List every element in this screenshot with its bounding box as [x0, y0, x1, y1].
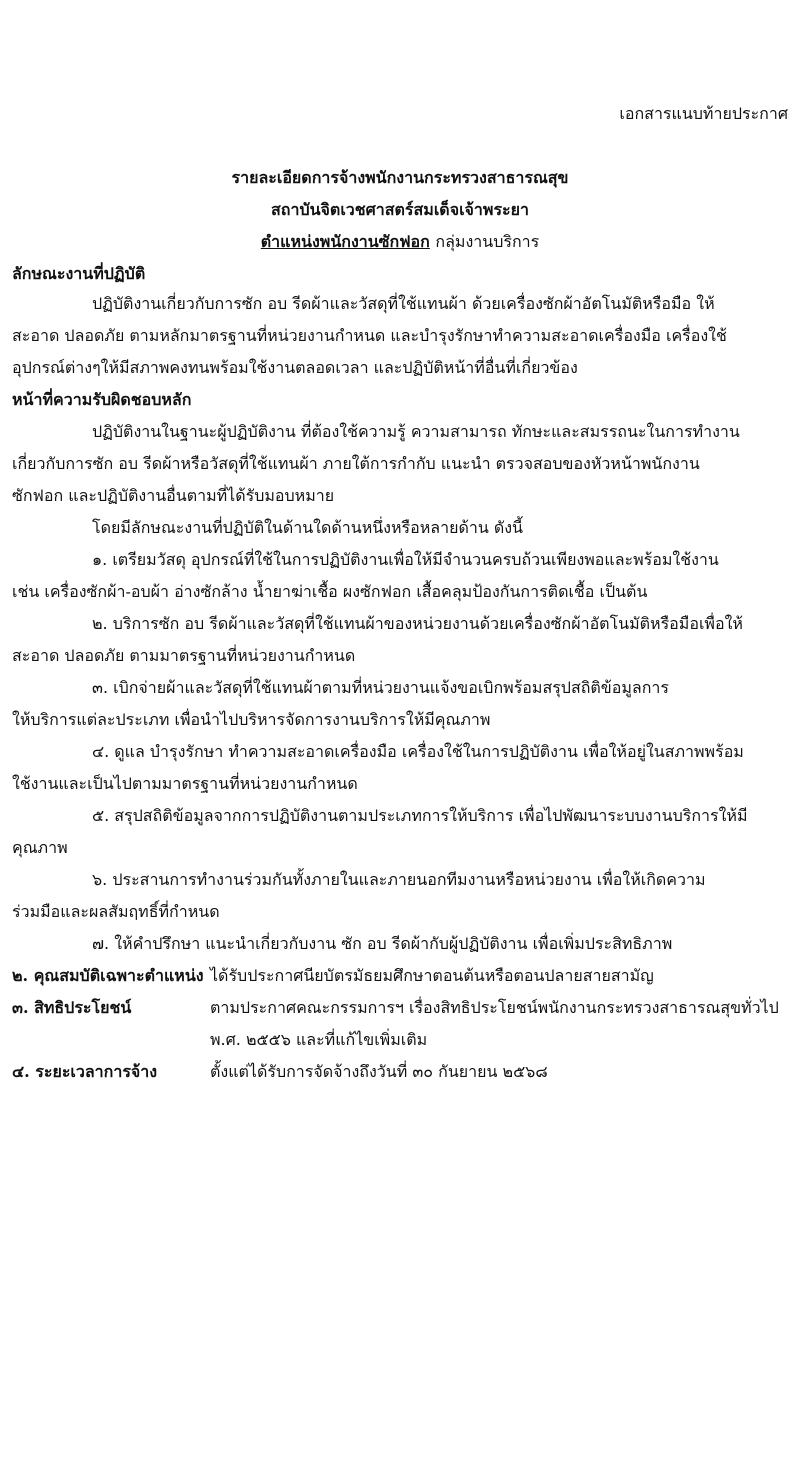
task-item-3: ๓. เบิกจ่ายผ้าและวัสดุที่ใช้แทนผ้าตามที่หน่วยงานแจ้งขอเบิกพร้อมสรุปสถิติข้อมูลการ [92, 678, 669, 697]
section-job-description-title: ลักษณะงานที่ปฏิบัติ [12, 264, 146, 283]
responsibilities-intro: โดยมีลักษณะงานที่ปฏิบัติในด้านใดด้านหนึ่งหรือหลายด้าน ดังนี้ [92, 518, 523, 537]
task-item-1: ๑. เตรียมวัสดุ อุปกรณ์ที่ใช้ในการปฏิบัติงานเพื่อให้มีจำนวนครบถ้วนเพียงพอและพร้อมใช้งาน [92, 550, 719, 569]
task-item-6: ๖. ประสานการทำงานร่วมกันทั้งภายในและภายนอกทีมงานหรือหน่วยงาน เพื่อให้เกิดความ [92, 870, 706, 889]
responsibilities-line-2: เกี่ยวกับการซัก อบ รีดผ้าหรือวัสดุที่ใช้แทนผ้า ภายใต้การกำกับ แนะนำ ตรวจสอบของหัวหน้าพนักงาน [12, 454, 700, 473]
employment-period-label: ๔. ระยะเวลาการจ้าง [12, 1062, 158, 1081]
task-item-7: ๗. ให้คำปรึกษา แนะนำเกี่ยวกับงาน ซัก อบ รีดผ้ากับผู้ปฏิบัติงาน เพื่อเพิ่มประสิทธิภาพ [92, 934, 673, 953]
task-item-3-cont: ให้บริการแต่ละประเภท เพื่อนำไปบริหารจัดการงานบริการให้มีคุณภาพ [12, 710, 491, 729]
section-responsibilities-title: หน้าที่ความรับผิดชอบหลัก [12, 390, 192, 409]
job-description-line-3: อุปกรณ์ต่างๆให้มีสภาพคงทนพร้อมใช้งานตลอดเวลา และปฏิบัติหน้าที่อื่นที่เกี่ยวข้อง [12, 358, 578, 377]
attachment-note: เอกสารแนบท้ายประกาศ [619, 104, 788, 123]
responsibilities-line-1: ปฏิบัติงานในฐานะผู้ปฏิบัติงาน ที่ต้องใช้ความรู้ ความสามารถ ทักษะและสมรรถนะในการทำงาน [92, 422, 740, 441]
benefits-value-line1: ตามประกาศคณะกรรมการฯ เรื่องสิทธิประโยชน์พนักงานกระทรวงสาธารณสุขทั่วไป [210, 998, 779, 1017]
task-item-4-cont: ใช้งานและเป็นไปตามมาตรฐานที่หน่วยงานกำหนด [12, 774, 358, 793]
position-title: ตำแหน่งพนักงานซักฟอก [260, 232, 430, 251]
job-description-line-1: ปฏิบัติงานเกี่ยวกับการซัก อบ รีดผ้าและวัสดุที่ใช้แทนผ้า ด้วยเครื่องซักผ้าอัตโนมัติหรือมือ ให้ [92, 294, 715, 313]
task-item-5: ๕. สรุปสถิติข้อมูลจากการปฏิบัติงานตามประเภทการให้บริการ เพื่อไปพัฒนาระบบงานบริการให้มี [92, 806, 748, 825]
task-item-2-cont: สะอาด ปลอดภัย ตามมาตรฐานที่หน่วยงานกำหนด [12, 646, 356, 665]
qualifications-value: ได้รับประกาศนียบัตรมัธยมศึกษาตอนต้นหรือตอนปลายสายสามัญ [210, 966, 654, 985]
doc-title-line1: รายละเอียดการจ้างพนักงานกระทรวงสาธารณสุข [231, 168, 569, 187]
responsibilities-line-3: ซักฟอก และปฏิบัติงานอื่นตามที่ได้รับมอบหมาย [12, 486, 335, 505]
qualifications-label: ๒. คุณสมบัติเฉพาะตำแหน่ง [12, 966, 204, 985]
employment-period-value: ตั้งแต่ได้รับการจัดจ้างถึงวันที่ ๓๐ กันยายน ๒๕๖๘ [210, 1062, 548, 1081]
task-item-2: ๒. บริการซัก อบ รีดผ้าและวัสดุที่ใช้แทนผ้าของหน่วยงานด้วยเครื่องซักผ้าอัตโนมัติหรือมือเพื่อให้ [92, 614, 743, 633]
benefits-label: ๓. สิทธิประโยชน์ [12, 998, 132, 1017]
benefits-value-line2: พ.ศ. ๒๕๕๖ และที่แก้ไขเพิ่มเติม [210, 1030, 428, 1049]
doc-title-line3 [0, 232, 800, 252]
task-item-1-cont: เช่น เครื่องซักผ้า-อบผ้า อ่างซักล้าง น้ำยาฆ่าเชื้อ ผงซักฟอก เสื้อคลุมป้องกันการติดเชื้อ เป็นต้น [12, 582, 648, 601]
group-title: กลุ่มงานบริการ [435, 232, 540, 251]
doc-title-line2: สถาบันจิตเวชศาสตร์สมเด็จเจ้าพระยา [271, 200, 529, 219]
job-description-line-2: สะอาด ปลอดภัย ตามหลักมาตรฐานที่หน่วยงานกำหนด และบำรุงรักษาทำความสะอาดเครื่องมือ เครื่องใช้ [12, 326, 727, 345]
task-item-5-cont: คุณภาพ [12, 838, 68, 857]
task-item-4: ๔. ดูแล บำรุงรักษา ทำความสะอาดเครื่องมือ เครื่องใช้ในการปฏิบัติงาน เพื่อให้อยู่ในสภาพพร้อม [92, 742, 744, 761]
task-item-6-cont: ร่วมมือและผลสัมฤทธิ์ที่กำหนด [12, 902, 220, 921]
